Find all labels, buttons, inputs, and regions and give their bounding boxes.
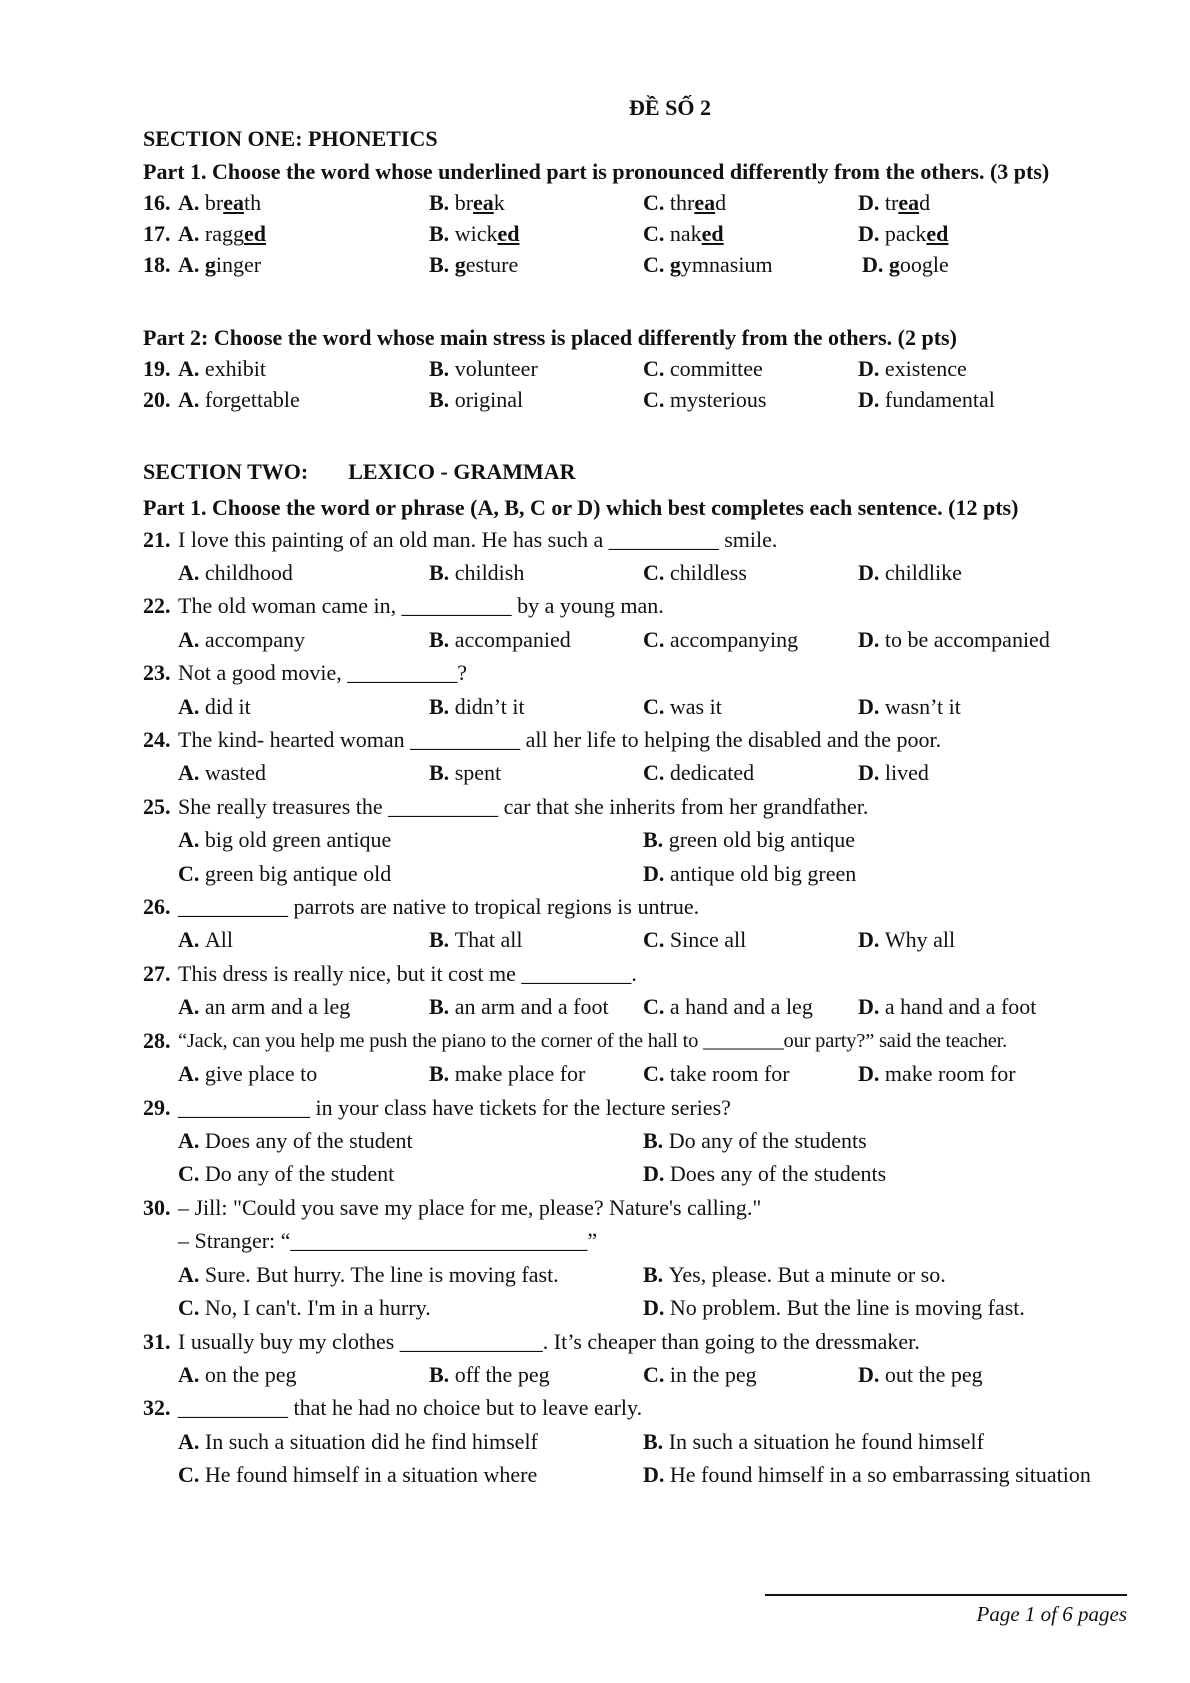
option-item: [643, 758, 754, 788]
question-number: 28.: [143, 1028, 171, 1053]
page-footer: Page 1 of 6 pages: [976, 1602, 1127, 1626]
option-letter: D.: [643, 861, 670, 886]
question-stem: Not a good movie, __________?: [178, 660, 468, 685]
option-letter: A.: [178, 1061, 205, 1086]
underlined-part: g: [669, 252, 681, 277]
option-letter: C.: [178, 1462, 205, 1487]
option-text: That all: [454, 927, 523, 952]
option-text: Yes, please. But a minute or so.: [668, 1262, 946, 1287]
footer-rule: [765, 1594, 1127, 1596]
option-item: [178, 1460, 537, 1490]
option-text: make room for: [884, 1061, 1016, 1086]
option-item: [858, 219, 948, 249]
option-letter: B.: [429, 560, 455, 585]
underlined-part: g: [204, 252, 216, 277]
option-text: Does any of the student: [204, 1128, 413, 1153]
underlined-part: ed: [243, 221, 266, 246]
option-text: didn’t it: [454, 694, 525, 719]
option-item: [643, 1159, 886, 1189]
option-text: No, I can't. I'm in a hurry.: [204, 1295, 431, 1320]
option-item: [429, 625, 571, 655]
option-text: an arm and a leg: [204, 994, 351, 1019]
option-text: green big antique old: [204, 861, 392, 886]
option-item: [178, 1360, 297, 1390]
section-two-label: SECTION TWO:: [143, 459, 309, 484]
option-item: [643, 825, 855, 855]
option-item: [643, 385, 766, 415]
option-item: [858, 758, 929, 788]
option-letter: C.: [643, 387, 670, 412]
option-item: [178, 1427, 538, 1457]
option-letter: C.: [643, 1362, 670, 1387]
exam-title: ĐỀ SỐ 2: [629, 95, 711, 120]
option-item: [858, 188, 930, 218]
option-text: big old green antique: [204, 827, 392, 852]
option-text-part: th: [243, 190, 262, 215]
option-letter: A.: [178, 190, 205, 215]
option-text: antique old big green: [669, 861, 857, 886]
option-letter: B.: [429, 252, 455, 277]
option-text: Does any of the students: [669, 1161, 887, 1186]
option-item: [429, 385, 523, 415]
question-number: 17.: [143, 221, 171, 246]
question-number: 21.: [143, 527, 171, 552]
underlined-part: ed: [497, 221, 520, 246]
option-text: forgettable: [204, 387, 300, 412]
option-text: lived: [884, 760, 929, 785]
option-item: [643, 925, 746, 955]
question-stem: She really treasures the __________ car that she inherits from her grandfather.: [178, 794, 869, 819]
option-letter: D.: [858, 190, 885, 215]
option-letter: B.: [429, 356, 455, 381]
option-text: to be accompanied: [884, 627, 1050, 652]
question-stem: __________ parrots are native to tropical regions is untrue.: [178, 894, 700, 919]
option-item: [643, 1460, 1091, 1490]
question-stem: The kind- hearted woman __________ all her life to helping the disabled and the poor.: [178, 727, 942, 752]
option-item: [178, 825, 391, 855]
option-letter: A.: [178, 627, 205, 652]
question-number: 16.: [143, 190, 171, 215]
option-item: [643, 558, 747, 588]
underlined-part: ea: [223, 190, 244, 215]
option-item: [429, 925, 523, 955]
question-number: 23.: [143, 660, 171, 685]
option-text: a hand and a foot: [884, 994, 1037, 1019]
option-letter: D.: [643, 1295, 670, 1320]
option-letter: A.: [178, 1429, 205, 1454]
option-item: [858, 692, 961, 722]
option-letter: A.: [178, 387, 205, 412]
option-item: [643, 625, 798, 655]
option-text: All: [204, 927, 234, 952]
option-letter: A.: [178, 827, 205, 852]
section-two-heading: [143, 457, 576, 487]
option-item: [178, 859, 391, 889]
option-text-part: thr: [669, 190, 695, 215]
option-text-part: nak: [669, 221, 702, 246]
question-stem: “Jack, can you help me push the piano to the corner of the hall to ________our party?” said the teacher.: [178, 1030, 1008, 1052]
option-text-part: tr: [884, 190, 899, 215]
option-text: existence: [884, 356, 967, 381]
option-letter: A.: [178, 252, 205, 277]
option-letter: C.: [643, 927, 670, 952]
option-text-part: esture: [465, 252, 519, 277]
option-letter: D.: [858, 760, 885, 785]
question-number: 29.: [143, 1095, 171, 1120]
option-text: dedicated: [669, 760, 755, 785]
option-letter: B.: [429, 1362, 455, 1387]
question-number: 22.: [143, 593, 171, 618]
option-letter: C.: [643, 627, 670, 652]
option-letter: B.: [429, 387, 455, 412]
option-text: make place for: [454, 1061, 586, 1086]
option-letter: B.: [643, 1429, 669, 1454]
option-text: was it: [669, 694, 722, 719]
option-item: [858, 925, 955, 955]
option-item: [178, 1126, 413, 1156]
option-text: mysterious: [669, 387, 767, 412]
question-number: 18.: [143, 252, 171, 277]
option-text-part: wick: [454, 221, 498, 246]
option-text: green old big antique: [668, 827, 856, 852]
option-text: off the peg: [454, 1362, 550, 1387]
option-text: childish: [454, 560, 525, 585]
option-item: [643, 1427, 984, 1457]
option-item: [178, 758, 266, 788]
option-item: [178, 1059, 317, 1089]
option-letter: C.: [643, 252, 670, 277]
option-item: [858, 625, 1050, 655]
section-one-heading: SECTION ONE: PHONETICS: [143, 126, 438, 151]
option-letter: A.: [178, 1262, 205, 1287]
option-item: [178, 354, 266, 384]
option-item: [429, 219, 519, 249]
option-item: [643, 1126, 867, 1156]
option-text: In such a situation did he find himself: [204, 1429, 538, 1454]
option-letter: D.: [858, 221, 885, 246]
underlined-part: ea: [473, 190, 494, 215]
question-stem: – Jill: "Could you save my place for me, please? Nature's calling.": [178, 1195, 762, 1220]
question-number: 24.: [143, 727, 171, 752]
section1-part2-instruction: Part 2: Choose the word whose main stress is placed differently from the others. (2 pts): [143, 325, 957, 350]
option-text: a hand and a leg: [669, 994, 813, 1019]
option-text: on the peg: [204, 1362, 297, 1387]
option-letter: D.: [858, 1362, 885, 1387]
option-text-part: ragg: [204, 221, 244, 246]
question-number: 27.: [143, 961, 171, 986]
option-item: [178, 558, 293, 588]
question-stem: ____________ in your class have tickets for the lecture series?: [178, 1095, 731, 1120]
option-letter: D.: [862, 252, 889, 277]
option-letter: C.: [643, 221, 670, 246]
option-item: [178, 385, 300, 415]
option-letter: B.: [643, 1262, 669, 1287]
option-letter: B.: [429, 927, 455, 952]
option-letter: A.: [178, 356, 205, 381]
option-text: Why all: [884, 927, 956, 952]
option-letter: B.: [643, 827, 669, 852]
question-number: 31.: [143, 1329, 171, 1354]
question-number: 19.: [143, 356, 171, 381]
option-item: [643, 1360, 757, 1390]
option-text: accompanied: [454, 627, 571, 652]
option-item: [643, 1260, 946, 1290]
question-number: 20.: [143, 387, 171, 412]
option-text: fundamental: [884, 387, 995, 412]
option-item: [429, 1360, 550, 1390]
option-text: give place to: [204, 1061, 318, 1086]
option-text: wasn’t it: [884, 694, 961, 719]
option-letter: C.: [643, 760, 670, 785]
option-text: accompanying: [669, 627, 799, 652]
option-item: [429, 354, 538, 384]
option-text: committee: [669, 356, 763, 381]
option-letter: D.: [858, 994, 885, 1019]
option-item: [643, 188, 726, 218]
option-item: [429, 758, 501, 788]
option-letter: B.: [429, 994, 455, 1019]
option-item: [643, 354, 763, 384]
option-item: [178, 692, 251, 722]
option-item: [643, 1293, 1025, 1323]
option-item: [858, 385, 995, 415]
option-item: [643, 219, 724, 249]
option-text-part: inger: [215, 252, 262, 277]
option-item: [858, 354, 967, 384]
option-text: Do any of the student: [204, 1161, 395, 1186]
option-letter: C.: [643, 694, 670, 719]
option-letter: C.: [643, 190, 670, 215]
underlined-part: ea: [898, 190, 920, 215]
option-text: did it: [204, 694, 251, 719]
option-item: [429, 1059, 585, 1089]
option-letter: D.: [643, 1161, 670, 1186]
option-item: [178, 925, 233, 955]
option-letter: C.: [643, 356, 670, 381]
option-text: original: [454, 387, 524, 412]
option-text-part: br: [204, 190, 224, 215]
option-text-part: oogle: [899, 252, 949, 277]
section-two-title: LEXICO - GRAMMAR: [348, 459, 576, 484]
option-text-part: pack: [884, 221, 927, 246]
option-text-part: ymnasium: [680, 252, 773, 277]
option-item: [178, 1260, 559, 1290]
underlined-part: ed: [701, 221, 724, 246]
option-item: [643, 1059, 790, 1089]
option-text: childless: [669, 560, 747, 585]
question-stem: The old woman came in, __________ by a young man.: [178, 593, 664, 618]
section2-part1-instruction: Part 1. Choose the word or phrase (A, B, C or D) which best completes each sentence. (12 pts): [143, 495, 1019, 520]
option-text: He found himself in a so embarrassing situation: [669, 1462, 1091, 1487]
option-item: [178, 188, 261, 218]
option-letter: B.: [429, 221, 455, 246]
option-letter: D.: [858, 927, 885, 952]
option-text: childlike: [884, 560, 962, 585]
option-text: in the peg: [669, 1362, 757, 1387]
option-text: No problem. But the line is moving fast.: [669, 1295, 1025, 1320]
option-letter: B.: [429, 1061, 455, 1086]
option-text-part: d: [919, 190, 931, 215]
option-item: [429, 992, 609, 1022]
option-text: out the peg: [884, 1362, 983, 1387]
option-text: Since all: [669, 927, 747, 952]
underlined-part: ea: [694, 190, 716, 215]
option-text: Sure. But hurry. The line is moving fast.: [204, 1262, 559, 1287]
option-letter: A.: [178, 760, 205, 785]
option-item: [643, 250, 773, 280]
question-stem: __________ that he had no choice but to leave early.: [178, 1395, 643, 1420]
option-letter: B.: [643, 1128, 669, 1153]
option-text: exhibit: [204, 356, 266, 381]
option-letter: A.: [178, 1128, 205, 1153]
option-letter: A.: [178, 1362, 205, 1387]
option-letter: D.: [858, 387, 885, 412]
option-item: [643, 692, 722, 722]
section1-part1-instruction: Part 1. Choose the word whose underlined part is pronounced differently from the others. (3 pts): [143, 159, 1050, 184]
option-item: [643, 992, 813, 1022]
option-letter: D.: [858, 1061, 885, 1086]
option-item: [858, 558, 962, 588]
option-text: childhood: [204, 560, 293, 585]
option-letter: C.: [643, 994, 670, 1019]
option-letter: D.: [858, 694, 885, 719]
option-item: [178, 250, 261, 280]
option-item: [178, 992, 350, 1022]
option-letter: C.: [643, 1061, 670, 1086]
question-stem: I usually buy my clothes _____________. It’s cheaper than going to the dressmaker.: [178, 1329, 920, 1354]
option-item: [858, 1059, 1016, 1089]
question-stem-line2: – Stranger: “___________________________”: [178, 1228, 598, 1253]
option-text: take room for: [669, 1061, 790, 1086]
question-stem: This dress is really nice, but it cost me __________.: [178, 961, 637, 986]
option-letter: A.: [178, 994, 205, 1019]
option-letter: D.: [643, 1462, 670, 1487]
option-text: accompany: [204, 627, 306, 652]
option-item: [429, 250, 518, 280]
option-text-part: d: [715, 190, 727, 215]
underlined-part: ed: [926, 221, 949, 246]
option-letter: B.: [429, 760, 455, 785]
option-text-part: k: [493, 190, 505, 215]
option-letter: A.: [178, 927, 205, 952]
question-number: 26.: [143, 894, 171, 919]
option-letter: B.: [429, 694, 455, 719]
option-item: [643, 859, 856, 889]
option-text: He found himself in a situation where: [204, 1462, 538, 1487]
option-item: [178, 1293, 431, 1323]
option-item: [178, 625, 305, 655]
question-number: 25.: [143, 794, 171, 819]
underlined-part: g: [454, 252, 466, 277]
option-letter: C.: [178, 861, 205, 886]
option-item: [429, 558, 524, 588]
option-letter: A.: [178, 221, 205, 246]
option-letter: D.: [858, 627, 885, 652]
option-text: volunteer: [454, 356, 538, 381]
underlined-part: g: [888, 252, 900, 277]
option-item: [429, 692, 525, 722]
option-item: [858, 992, 1036, 1022]
option-item: [858, 1360, 983, 1390]
option-text: In such a situation he found himself: [668, 1429, 984, 1454]
option-item: [429, 188, 505, 218]
option-letter: C.: [178, 1295, 205, 1320]
option-text: wasted: [204, 760, 266, 785]
option-text: an arm and a foot: [454, 994, 609, 1019]
option-letter: A.: [178, 694, 205, 719]
option-item: [862, 250, 949, 280]
option-text: Do any of the students: [668, 1128, 867, 1153]
question-number: 30.: [143, 1195, 171, 1220]
option-text-part: br: [454, 190, 474, 215]
option-letter: A.: [178, 560, 205, 585]
option-letter: B.: [429, 190, 455, 215]
option-letter: C.: [178, 1161, 205, 1186]
option-item: [178, 219, 266, 249]
option-letter: C.: [643, 560, 670, 585]
option-item: [178, 1159, 394, 1189]
question-stem: I love this painting of an old man. He has such a __________ smile.: [178, 527, 778, 552]
question-number: 32.: [143, 1395, 171, 1420]
option-text: spent: [454, 760, 502, 785]
option-letter: D.: [858, 356, 885, 381]
option-letter: D.: [858, 560, 885, 585]
option-letter: B.: [429, 627, 455, 652]
